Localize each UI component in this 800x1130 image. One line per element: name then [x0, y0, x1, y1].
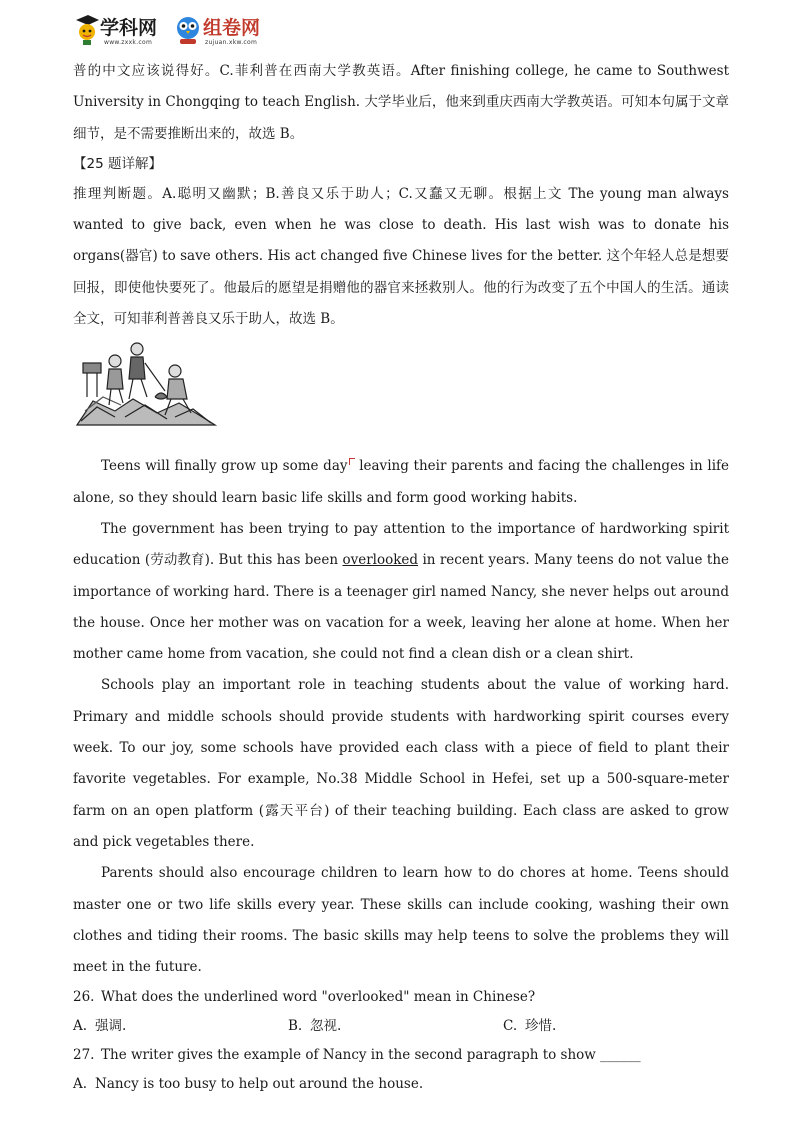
p2-text-a: The government has been trying to pay attention to the importance of hardworking spirit education (劳动教育). But this has been [73, 520, 729, 569]
passage-paragraph-2 [73, 514, 729, 670]
farming-children-illustration [75, 341, 217, 427]
page-header [74, 12, 374, 48]
owl-mascot-icon [174, 12, 202, 46]
prev-answer-text: 普的中文应该说得好。C.菲利普在西南大学教英语。After finishing college, he came to Southwest University in Chongqing to teach English. 大学毕业后，他来到重庆西南大学教英语。可知本句属于文章细节，是不需要推断出来的，故选 B。 [73, 63, 729, 142]
option-b[interactable] [288, 1012, 503, 1041]
p1-text-a: Teens will finally grow up some day [101, 458, 348, 475]
zujuan-logo [174, 12, 284, 48]
question-number: 26. [73, 989, 95, 1006]
passage-paragraph-1 [73, 451, 729, 514]
question-text: The writer gives the example of Nancy in the second paragraph to show ______ [101, 1047, 641, 1064]
option-letter: B. [288, 1018, 303, 1035]
question-27 [73, 1041, 729, 1070]
question-26 [73, 983, 729, 1012]
option-text: 强调. [95, 1018, 127, 1035]
zxxk-logo [74, 12, 174, 48]
graduate-cap-icon [74, 12, 100, 46]
option-text: 珍惜. [525, 1018, 557, 1035]
q25-heading: 【25 题详解】 [73, 155, 162, 172]
logo2-name: 组卷网 [203, 17, 261, 39]
document-body [73, 56, 729, 1099]
option-text: Nancy is too busy to help out around the house. [95, 1076, 424, 1093]
option-c[interactable] [503, 1012, 718, 1041]
option-a[interactable] [73, 1070, 729, 1099]
option-text: 忽视. [310, 1018, 342, 1035]
passage-paragraph-4: Parents should also encourage children to learn how to do chores at home. Teens should master one or two life skills every year. These skills can include cooking, washing their own clothes and tiding their rooms. The basic skills may help teens to solve the problems they will meet in the future. [73, 865, 729, 976]
question-number: 27. [73, 1047, 95, 1064]
p1-text-b: leaving their parents and facing the challenges in life alone, so they should learn basic life skills and form good working habits. [73, 458, 730, 506]
passage-paragraph-3: Schools play an important role in teaching students about the value of working hard. Primary and middle schools should provide students with hardworking spirit courses every week. To our joy, some schools have provided each class with a piece of field to plant their favorite vegetables. For example, No.38 Middle School in Hefei, set up a 500-square-meter farm on an open platform (露天平台) of their teaching building. Each class are asked to grow and pick vegetables there. [73, 677, 729, 850]
option-letter: A. [73, 1076, 88, 1093]
logo2-url: zujuan.xkw.com [205, 39, 258, 46]
option-letter: C. [503, 1018, 518, 1035]
question-26-options [73, 1012, 729, 1041]
question-text: What does the underlined word "overlooked" mean in Chinese? [101, 989, 536, 1006]
option-letter: A. [73, 1018, 88, 1035]
logo1-name: 学科网 [100, 17, 158, 39]
option-a[interactable] [73, 1012, 288, 1041]
logo1-url: www.zxxk.com [104, 39, 153, 46]
q25-explanation: 推理判断题。A.聪明又幽默；B.善良又乐于助人；C.又蠢又无聊。根据上文 The young man always wanted to give back, even when he was close to death. His last wish was to donate his organs(器官) to save others. His act changed five Chinese lives for the better. 这个年轻人总是想要回报，即使他快要死了。他最后的愿望是捐赠他的器官来拯救别人。他的行为改变了五个中国人的生活。通读全文，可知菲利普善良又乐于助人，故选 B。 [73, 185, 729, 328]
p2-text-b: in recent years. Many teens do not value the importance of working hard. There is a teenager girl named Nancy, she never helps out around the house. Once her mother was on vacation for a week, leaving her alone at home. When her mother came home from vacation, she could not find a clean dish or a clean shirt. [73, 552, 730, 663]
underlined-word: overlooked [342, 552, 419, 569]
